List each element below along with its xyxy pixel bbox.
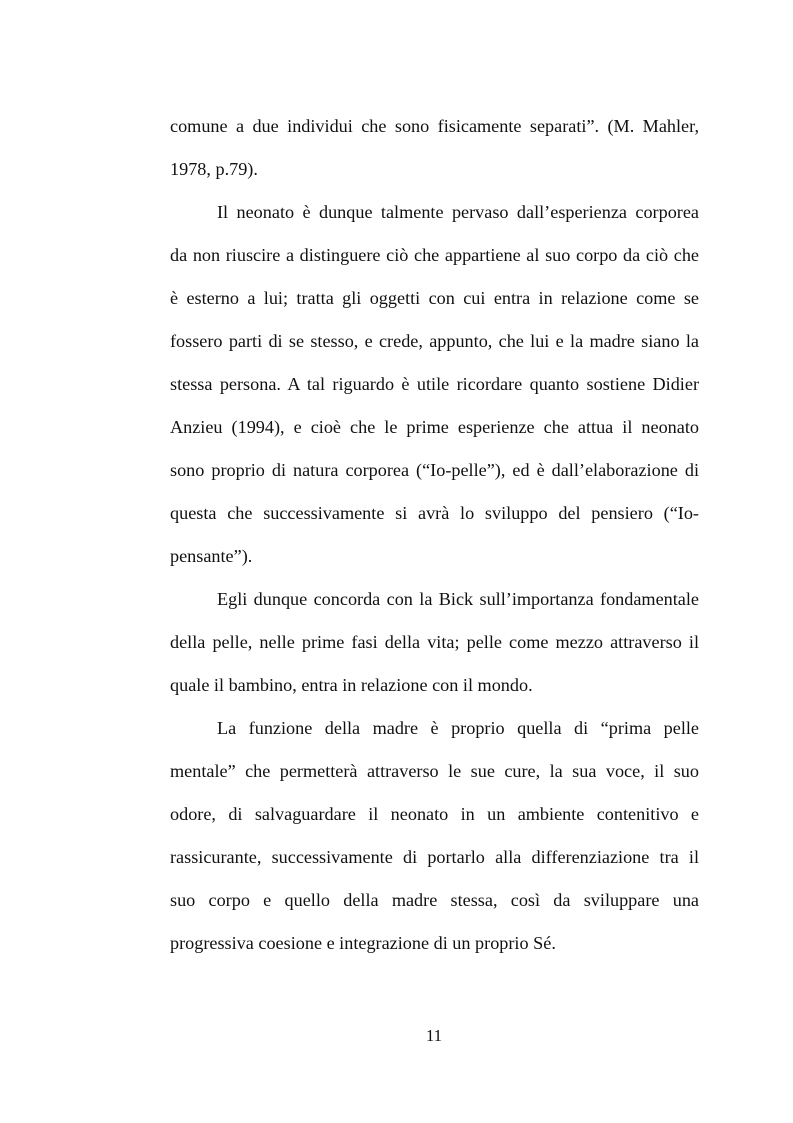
paragraph-start-line: Il neonato è dunque talmente pervaso dall’esperienza corporea [217,202,699,222]
text-line: stessa persona. A tal riguardo è utile ricordare quanto sostiene Didier [170,374,699,394]
text-line: rassicurante, successivamente di portarlo alla differenziazione tra il [170,847,699,867]
paragraph-start-line: Egli dunque concorda con la Bick sull’importanza fondamentale [217,589,699,609]
text-line: questa che successivamente si avrà lo sviluppo del pensiero (“Io- [170,503,699,523]
text-line: quale il bambino, entra in relazione con il mondo. [170,675,533,695]
text-line: progressiva coesione e integrazione di un proprio Sé. [170,933,556,953]
paragraph-start-line: La funzione della madre è proprio quella di “prima pelle [217,718,699,738]
text-line: da non riuscire a distinguere ciò che appartiene al suo corpo da ciò che [170,245,699,265]
text-line: è esterno a lui; tratta gli oggetti con cui entra in relazione come se [170,288,699,308]
text-line: suo corpo e quello della madre stessa, così da sviluppare una [170,890,699,910]
text-line: comune a due individui che sono fisicamente separati”. (M. Mahler, [170,116,699,136]
text-line: pensante”). [170,546,253,566]
body-text [170,105,699,965]
text-line: della pelle, nelle prime fasi della vita; pelle come mezzo attraverso il [170,632,699,652]
text-line: 1978, p.79). [170,159,258,179]
text-line: fossero parti di se stesso, e crede, appunto, che lui e la madre siano la [170,331,699,351]
text-line: Anzieu (1994), e cioè che le prime esperienze che attua il neonato [170,417,699,437]
text-line: mentale” che permetterà attraverso le sue cure, la sua voce, il suo [170,761,699,781]
page-number: 11 [425,1026,443,1045]
text-line: odore, di salvaguardare il neonato in un ambiente contenitivo e [170,804,699,824]
text-line: sono proprio di natura corporea (“Io-pelle”), ed è dall’elaborazione di [170,460,699,480]
